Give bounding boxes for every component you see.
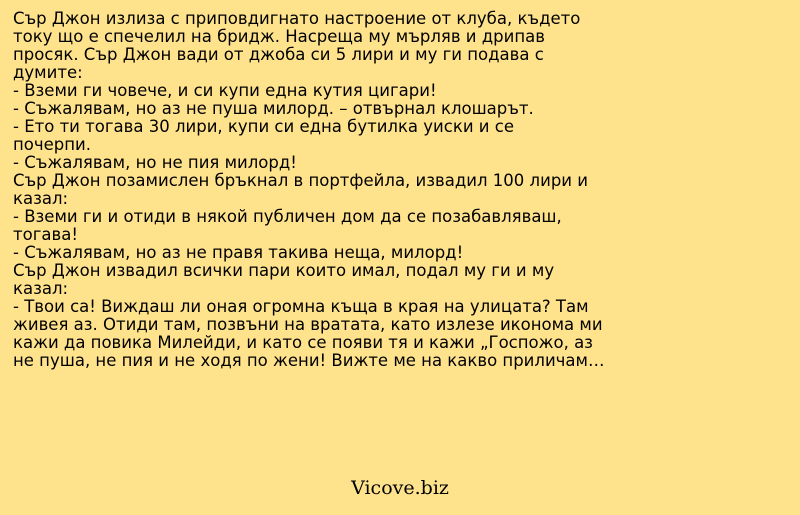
joke-text [13,10,783,370]
site-watermark: Vicove.biz [351,477,449,499]
joke-line: - Съжалявам, но аз не пуша милорд. – отвърнал клошарът. [13,99,534,118]
joke-line: кажи да повика Милейди, и като се появи тя и кажи „Госпожо, аз [13,333,593,352]
joke-line: почерпи. [13,135,92,154]
joke-line: - Вземи ги и отиди в някой публичен дом да се позабавляваш, [13,207,562,226]
joke-line: тогава! [13,225,78,244]
joke-line: Сър Джон излиза с приповдигнато настроение от клуба, където [13,9,581,28]
joke-line: - Ето ти тогава 30 лири, купи си една бутилка уиски и се [13,117,514,136]
joke-line: Сър Джон извадил всички пари които имал, подал му ги и му [13,261,555,280]
joke-line: думите: [13,63,83,82]
joke-line: Сър Джон позамислен бръкнал в портфейла, извадил 100 лири и [13,171,588,190]
joke-line: - Вземи ги човече, и си купи една кутия цигари! [13,81,437,100]
joke-line: - Съжалявам, но аз не правя такива неща, милорд! [13,243,464,262]
joke-line: току що е спечелил на бридж. Насреща му мърляв и дрипав [13,27,545,46]
joke-line: казал: [13,189,69,208]
joke-line: не пуша, не пия и не ходя по жени! Вижте ме на какво приличам… [13,351,605,370]
joke-line: просяк. Сър Джон вади от джоба си 5 лири и му ги подава с [13,45,544,64]
joke-line: живея аз. Отиди там, позвъни на вратата, като излезе иконома ми [13,315,603,334]
joke-line: - Съжалявам, но не пия милорд! [13,153,297,172]
joke-line: казал: [13,279,69,298]
joke-line: - Твои са! Виждаш ли оная огромна къща в края на улицата? Там [13,297,589,316]
